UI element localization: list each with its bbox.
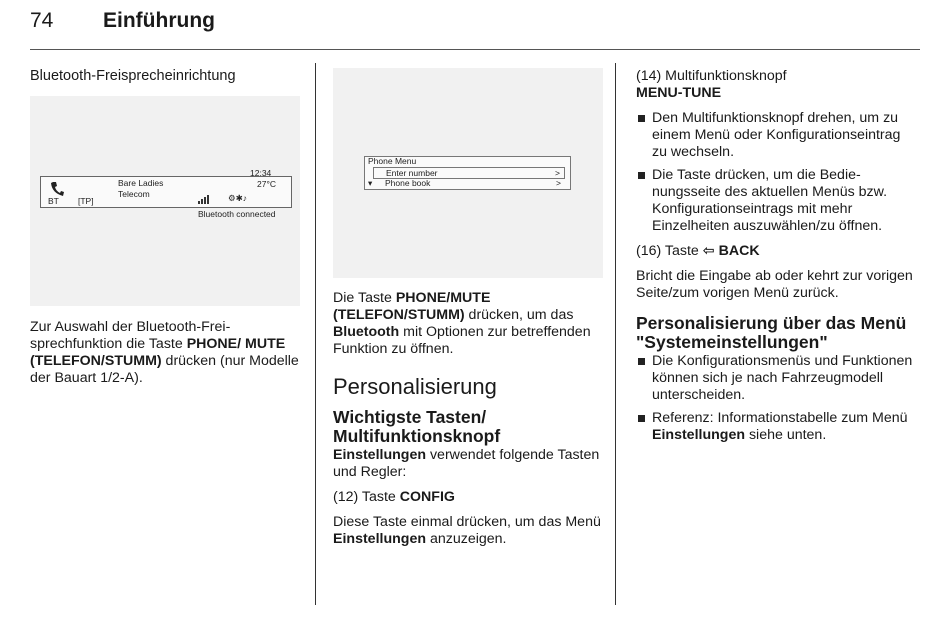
menu-item-phone-book[interactable]: Phone book >: [385, 178, 561, 188]
phone-icon: [50, 181, 64, 197]
bt-label: BT: [48, 196, 59, 206]
signal-strength-icon: [198, 193, 212, 204]
phone-menu-figure: [333, 68, 603, 278]
list-item: Den Multifunktionsknopf drehen, um zu einem Menü oder Konfigurationseintrag zu wechseln.: [636, 110, 916, 161]
column-3: [636, 68, 916, 452]
column-divider: [315, 63, 316, 605]
header-rule: [30, 49, 920, 50]
paragraph: (12) Taste CONFIG: [333, 489, 455, 505]
bullet-list: [636, 353, 916, 444]
page-number: 74: [30, 9, 54, 32]
paragraph: (16) Taste ⇦ BACK: [636, 243, 760, 259]
column-2: [333, 68, 605, 556]
bluetooth-status: Bluetooth connected: [198, 209, 276, 219]
chevron-right-icon: >: [556, 178, 561, 188]
display-line-1: Bare Ladies: [118, 178, 164, 188]
list-item: Referenz: Informationstabelle zum Menü Einstellungen siehe unten.: [636, 410, 916, 444]
phone-menu-title: Phone Menu: [368, 156, 417, 166]
paragraph: Einstellungen verwendet folgende Tasten und Regler:: [333, 447, 600, 480]
paragraph: (14) Multifunktionsknopf MENU-TUNE: [636, 68, 787, 101]
paragraph: Bricht die Eingabe ab oder kehrt zur vorigen Seite/zum vorigen Menü zurück.: [636, 268, 913, 301]
audio-status-icons: ⚙✱♪: [228, 193, 247, 203]
chevron-right-icon: >: [555, 168, 560, 178]
paragraph: Diese Taste einmal drücken, um das Menü Einstellungen anzuzeigen.: [333, 514, 601, 547]
page-title: Einführung: [103, 9, 215, 32]
paragraph: Zur Auswahl der Bluetooth-Freisprechfunktion die Taste PHONE/ MUTE (TELEFON/STUMM) drücken (nur Modelle der Bauart 1/2-A).: [30, 319, 299, 386]
section-heading: Personalisierung: [333, 374, 497, 399]
section-heading: Bluetooth-Freisprecheinrichtung: [30, 68, 236, 84]
display-line-2: Telecom: [118, 189, 150, 199]
column-1: [30, 68, 300, 395]
list-item: Die Konfigurationsmenüs und Funktionen können sich je nach Fahrzeugmodell unterscheiden.: [636, 353, 916, 404]
clock: 12:34: [250, 168, 272, 178]
caret-down-icon: ▾: [368, 178, 373, 188]
subsection-heading: Personalisierung über das Menü "Systemeinstellungen": [636, 313, 907, 352]
subsection-heading: Wichtigste Tasten/ Multifunktionsknopf: [333, 407, 501, 446]
tp-label: [TP]: [78, 196, 94, 206]
paragraph: Die Taste PHONE/MUTE (TELEFON/STUMM) drücken, um das Bluetooth mit Optionen zur betreffenden Funktion zu öffnen.: [333, 290, 591, 357]
list-item: Die Taste drücken, um die Bedienungsseite des aktuellen Menüs bzw. Konfigurationseintrags mit mehr Einzelheiten auszuwählen/zu öffnen.: [636, 167, 916, 235]
temperature: 27°C: [257, 179, 276, 189]
bullet-list: [636, 110, 916, 235]
column-divider: [615, 63, 616, 605]
bluetooth-display-figure: [30, 96, 300, 306]
menu-item-enter-number[interactable]: Enter number >: [373, 167, 565, 179]
